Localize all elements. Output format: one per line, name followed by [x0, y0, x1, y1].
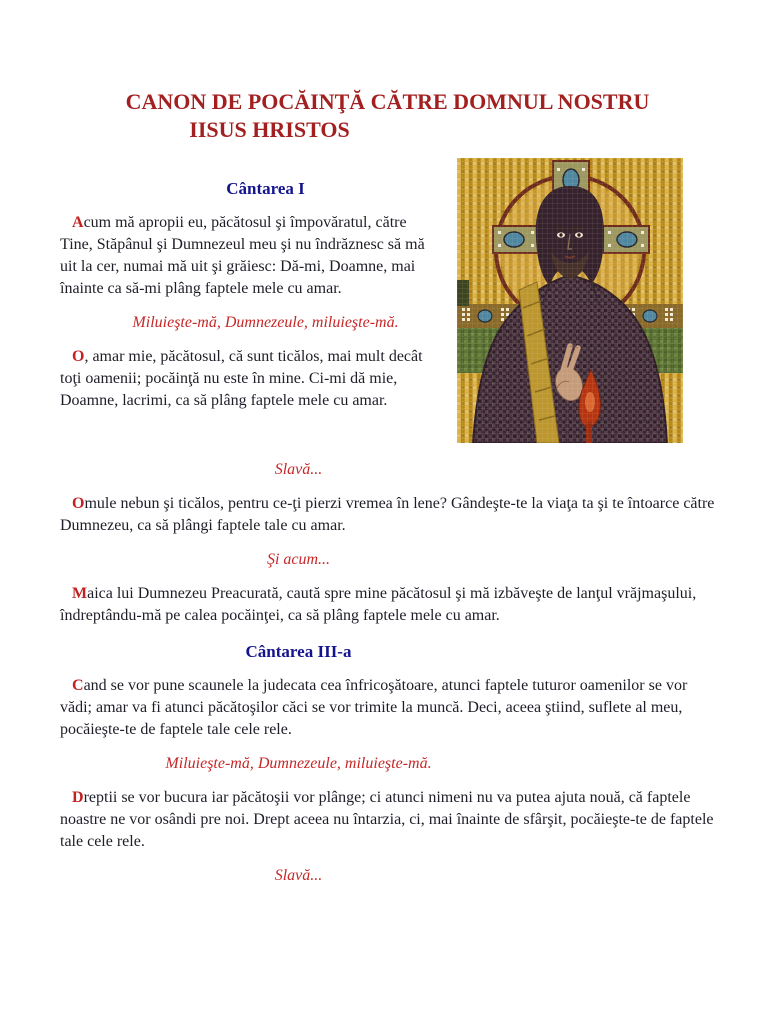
drop-cap: M [72, 585, 88, 602]
paragraph-text: and se vor pune scaunele la judecata cea înfricoşătoare, atunci faptele tuturor oamenilor se vor vădi; amar va fi atunci păcătoşilor căci se vor trimite la muncă. Deci, aceea ştiind, suflete al meu, pocăieşte-te de faptele tale cele rele. [60, 677, 688, 738]
christ-mosaic-icon [457, 158, 683, 443]
refrain-miluieste-2: Miluieşte-mă, Dumnezeule, miluieşte-mă. [165, 755, 432, 772]
drop-cap: D [72, 789, 84, 806]
section-heading-cantarea-3: Cântarea III-a [245, 642, 352, 661]
paragraph-text: , amar mie, păcătosul, că sunt ticălos, mai mult decât toţi oamenii; pocăinţă nu este în mine. Ci-mi dă mie, Doamne, lacrimi, ca să plâng faptele mele cu amar. [60, 348, 423, 409]
paragraph-text: mule nebun şi ticălos, pentru ce-ţi pierzi vremea în lene? Gândeşte-te la viaţa ta şi te întoarce către Dumnezeu, ca să plângi faptele tale cu amar. [60, 495, 715, 534]
christ-pantocrator-mosaic-image [457, 158, 683, 443]
paragraph-dreptii [60, 787, 715, 853]
paragraph-text: aica lui Dumnezeu Preacurată, caută spre mine păcătosul şi mă izbăveşte de lanţul vrăjmaşului, îndreptându-mă pe calea pocăinţei, ca să plâng faptele mele cu amar. [60, 585, 697, 624]
drop-cap: C [72, 677, 84, 694]
refrain-si-acum: Şi acum... [266, 551, 331, 568]
paragraph-text: cum mă apropii eu, păcătosul şi împovăratul, către Tine, Stăpânul şi Dumnezeul meu şi nu îndrăznesc să mă uit la cer, numai mă uit şi grăiesc: Dă-mi, Doamne, mai înainte ca să-mi plâng faptele mele cu amar. [60, 214, 425, 297]
paragraph-cand [60, 675, 715, 741]
refrain-miluieste-1: Miluieşte-mă, Dumnezeule, miluieşte-mă. [132, 314, 399, 331]
drop-cap: A [72, 214, 84, 231]
title-line-1: CANON DE POCĂINŢĂ CĂTRE DOMNUL NOSTRU [125, 89, 650, 114]
drop-cap: O [72, 495, 85, 512]
paragraph-text: reptii se vor bucura iar păcătoşii vor plânge; ci atunci nimeni nu va putea ajuta nouă, că faptele noastre ne vor osândi pre noi. Drept aceea nu întarzia, ci, mai înainte de sfârşit, pocăieşte-te de faptele tale cele rele. [60, 789, 714, 850]
refrain-slava-1: Slavă... [274, 461, 323, 478]
page-title [60, 88, 715, 144]
drop-cap: O [72, 348, 85, 365]
refrain-slava-2: Slavă... [274, 867, 323, 884]
section-heading-cantarea-1: Cântarea I [226, 179, 305, 198]
paragraph-omule [60, 493, 715, 537]
document-content [0, 88, 768, 887]
title-line-2: IISUS HRISTOS [189, 117, 350, 142]
paragraph-maica [60, 583, 715, 627]
